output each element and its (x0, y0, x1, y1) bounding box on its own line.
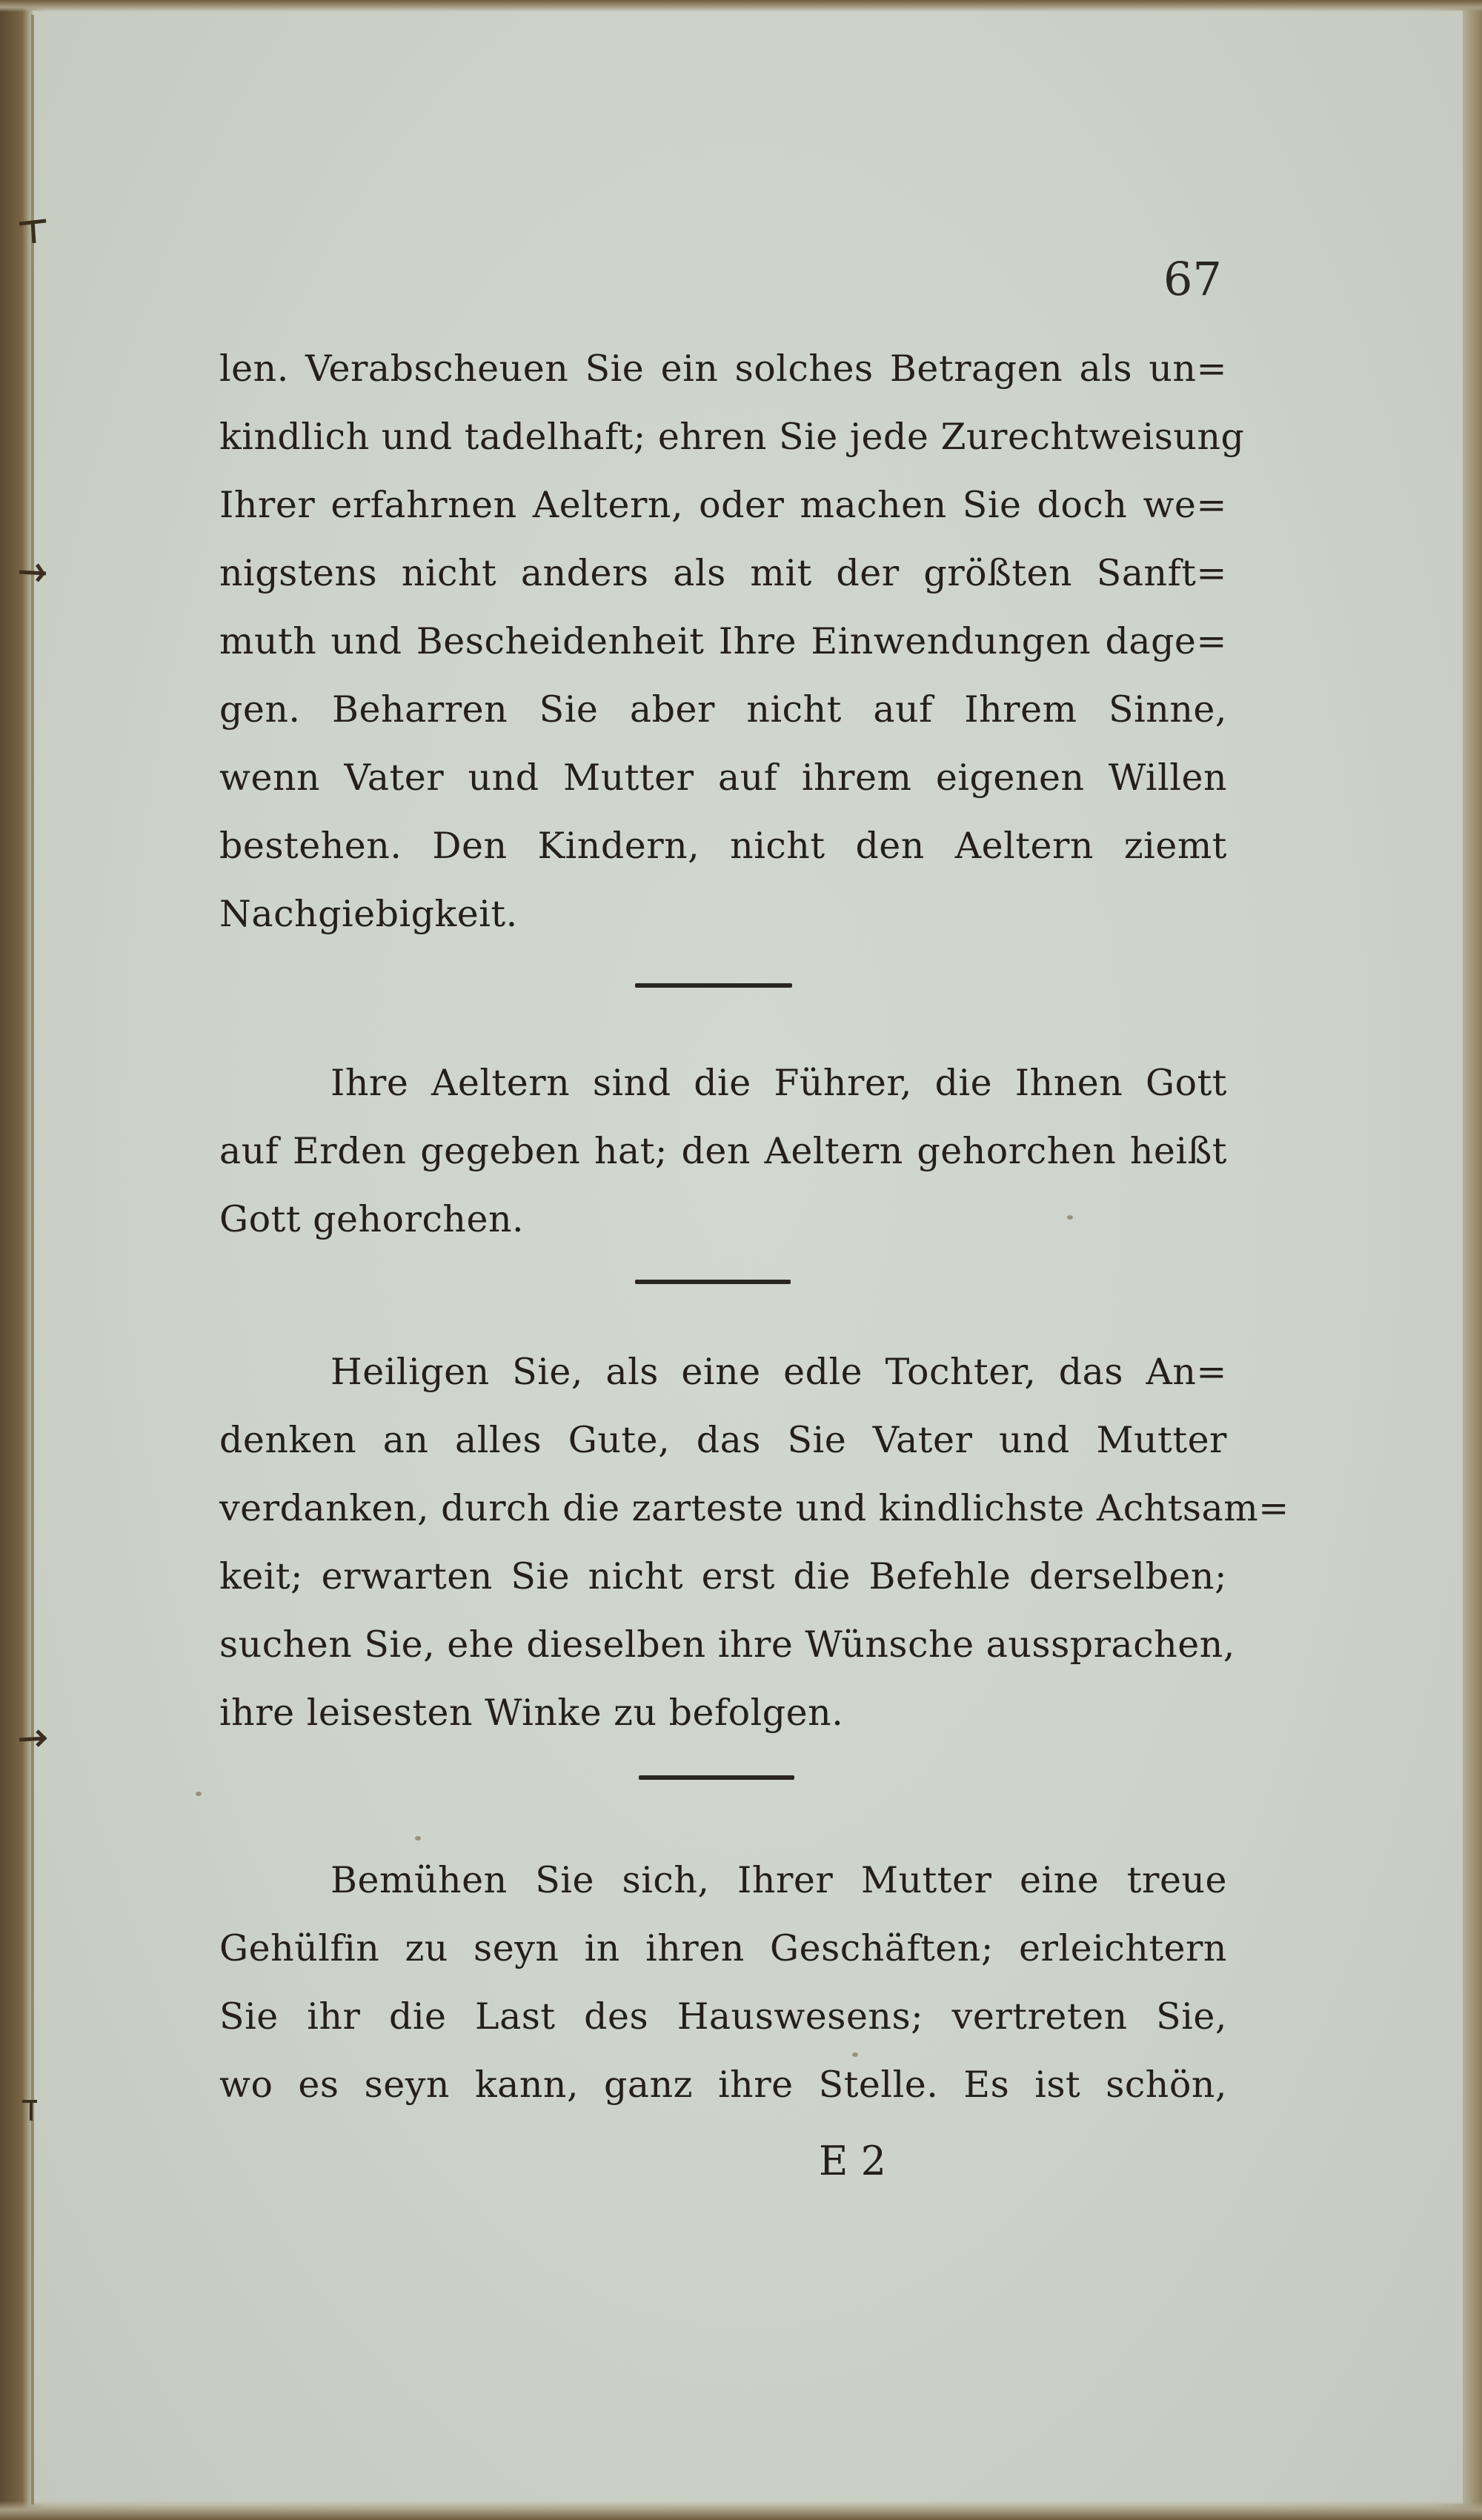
binding-thread-mark (16, 1725, 50, 1758)
paragraph (219, 335, 1245, 948)
text-line: len. Verabscheuen Sie ein solches Betragen als un= (219, 348, 1227, 390)
text-line: keit; erwarten Sie nicht erst die Befehle derselben; (219, 1555, 1227, 1598)
text-line: nigstens nicht anders als mit der größten Sanft= (219, 552, 1227, 594)
text-line: Ihre Aeltern sind die Führer, die Ihnen Gott (330, 1062, 1227, 1104)
text-line: Nachgiebigkeit. (219, 893, 518, 935)
text-line: Gehülfin zu seyn in ihren Geschäften; erleichtern (219, 1927, 1227, 1969)
text-line: muth und Bescheidenheit Ihre Einwendungen dage= (219, 620, 1227, 662)
paper-speck (415, 1836, 421, 1841)
text-line: Ihrer erfahrnen Aeltern, oder machen Sie doch we= (219, 484, 1227, 526)
text-line: gen. Beharren Sie aber nicht auf Ihrem Sinne, (219, 688, 1227, 731)
section-divider (635, 1280, 791, 1284)
text-line: Gott gehorchen. (219, 1198, 525, 1240)
text-line: ihre leisesten Winke zu befolgen. (219, 1692, 844, 1734)
signature-mark: E 2 (819, 2138, 886, 2184)
binding-thread-mark (16, 213, 50, 246)
paragraph (219, 1338, 1289, 1747)
text-line: wenn Vater und Mutter auf ihrem eigenen Willen (219, 757, 1227, 799)
paper-speck (196, 1792, 202, 1796)
text-line: denken an alles Gute, das Sie Vater und Mutter (219, 1419, 1227, 1461)
text-line: kindlich und tadelhaft; ehren Sie jede Zurechtweisung (219, 416, 1245, 458)
binding-thread-mark (16, 557, 50, 590)
text-line: bestehen. Den Kindern, nicht den Aeltern ziemt (219, 825, 1227, 867)
text-line: wo es seyn kann, ganz ihre Stelle. Es ist schön, (219, 2064, 1227, 2106)
text-line: suchen Sie, ehe dieselben ihre Wünsche aussprachen, (219, 1623, 1235, 1666)
paragraph (219, 1846, 1227, 2119)
text-line: auf Erden gegeben hat; den Aeltern gehorchen heißt (219, 1130, 1227, 1172)
text-line: Bemühen Sie sich, Ihrer Mutter eine treue (330, 1859, 1227, 1901)
section-divider (635, 983, 792, 988)
page-number: 67 (1163, 252, 1222, 306)
binding-spine (31, 15, 34, 2504)
paragraph (219, 1049, 1227, 1254)
page-top-edge (0, 0, 1482, 12)
text-line: verdanken, durch die zarteste und kindlichste Achtsam= (219, 1487, 1289, 1529)
page-bottom-edge (0, 2501, 1482, 2520)
section-divider (639, 1775, 794, 1780)
binding-thread-mark (16, 2091, 50, 2124)
text-line: Heiligen Sie, als eine edle Tochter, das An= (330, 1351, 1227, 1393)
text-line: Sie ihr die Last des Hauswesens; vertreten Sie, (219, 1995, 1227, 2038)
